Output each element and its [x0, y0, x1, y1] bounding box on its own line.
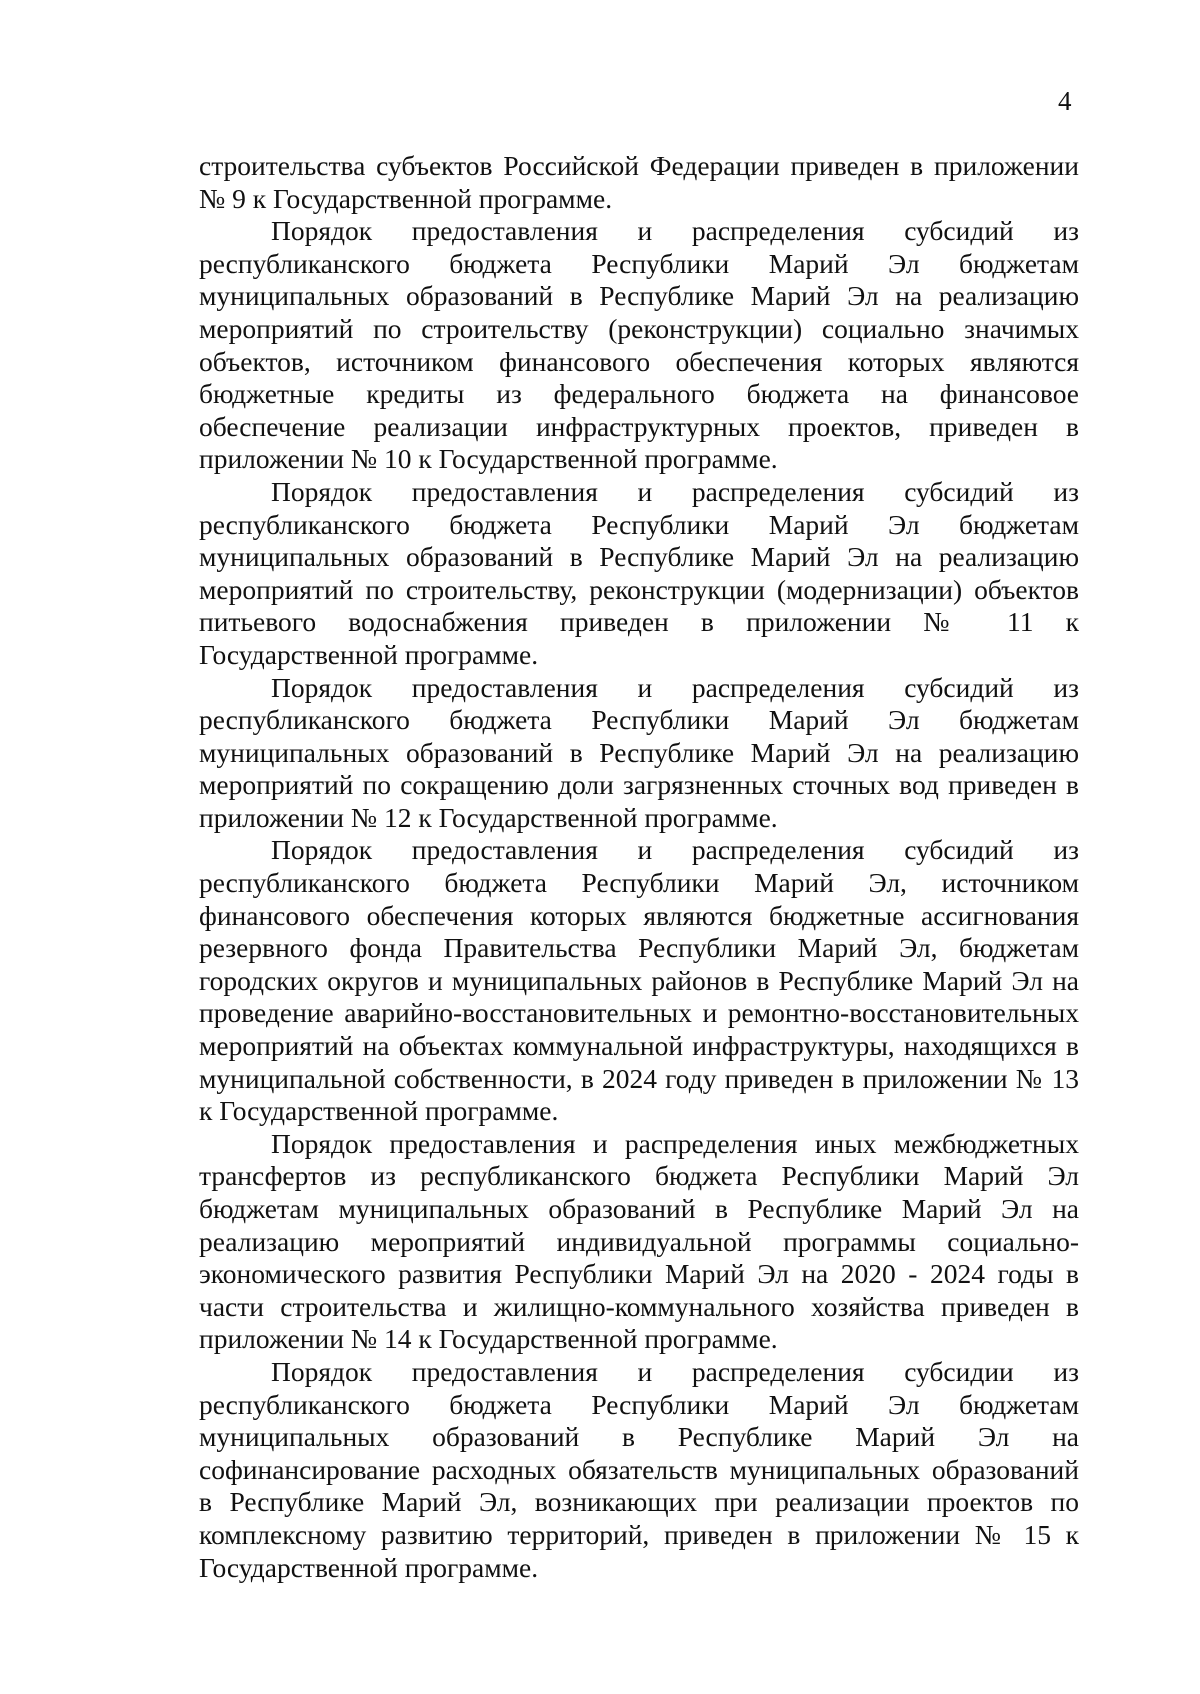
paragraph-appendix-11: Порядок предоставления и распределения субсидий из республиканского бюджета Республики Марий Эл бюджетам муниципальных образований в Республике Марий Эл на реализацию мероприятий по строительству, реконструкции (модернизации) объектов питьевого водоснабжения приведен в приложении № 11 к Государственной программе. — [199, 475, 1079, 670]
paragraph-appendix-12: Порядок предоставления и распределения субсидий из республиканского бюджета Республики Марий Эл бюджетам муниципальных образований в Республике Марий Эл на реализацию мероприятий по сокращению доли загрязненных сточных вод приведен в приложении № 12 к Государственной программе. — [199, 671, 1079, 833]
page-number: 4 — [1058, 86, 1072, 116]
paragraph-continuation: строительства субъектов Российской Федерации приведен в приложении № 9 к Государственной программе. — [199, 150, 1079, 214]
paragraph-appendix-13: Порядок предоставления и распределения субсидий из республиканского бюджета Республики Марий Эл, источником финансового обеспечения которых являются бюджетные ассигнования резервного фонда Правительства Республики Марий Эл, бюджетам городских округов и муниципальных районов в Республике Марий Эл на проведение аварийно-восстановительных и ремонтно-восстановительных мероприятий на объектах коммунальной инфраструктуры, находящихся в муниципальной собственности, в 2024 году приведен в приложении № 13 к Государственной программе. — [199, 834, 1079, 1127]
document-body — [199, 150, 1079, 1584]
paragraph-appendix-14: Порядок предоставления и распределения иных межбюджетных трансфертов из республиканского бюджета Республики Марий Эл бюджетам муниципальных образований в Республике Марий Эл на реализацию мероприятий индивидуальной программы социально-экономического развития Республики Марий Эл на 2020 - 2024 годы в части строительства и жилищно-коммунального хозяйства приведен в приложении № 14 к Государственной программе. — [199, 1127, 1079, 1355]
paragraph-appendix-15: Порядок предоставления и распределения субсидии из республиканского бюджета Республики Марий Эл бюджетам муниципальных образований в Республике Марий Эл на софинансирование расходных обязательств муниципальных образований в Республике Марий Эл, возникающих при реализации проектов по комплексному развитию территорий, приведен в приложении № 15 к Государственной программе. — [199, 1355, 1079, 1583]
paragraph-appendix-10: Порядок предоставления и распределения субсидий из республиканского бюджета Республики Марий Эл бюджетам муниципальных образований в Республике Марий Эл на реализацию мероприятий по строительству (реконструкции) социально значимых объектов, источником финансового обеспечения которых являются бюджетные кредиты из федерального бюджета на финансовое обеспечение реализации инфраструктурных проектов, приведен в приложении № 10 к Государственной программе. — [199, 215, 1079, 475]
